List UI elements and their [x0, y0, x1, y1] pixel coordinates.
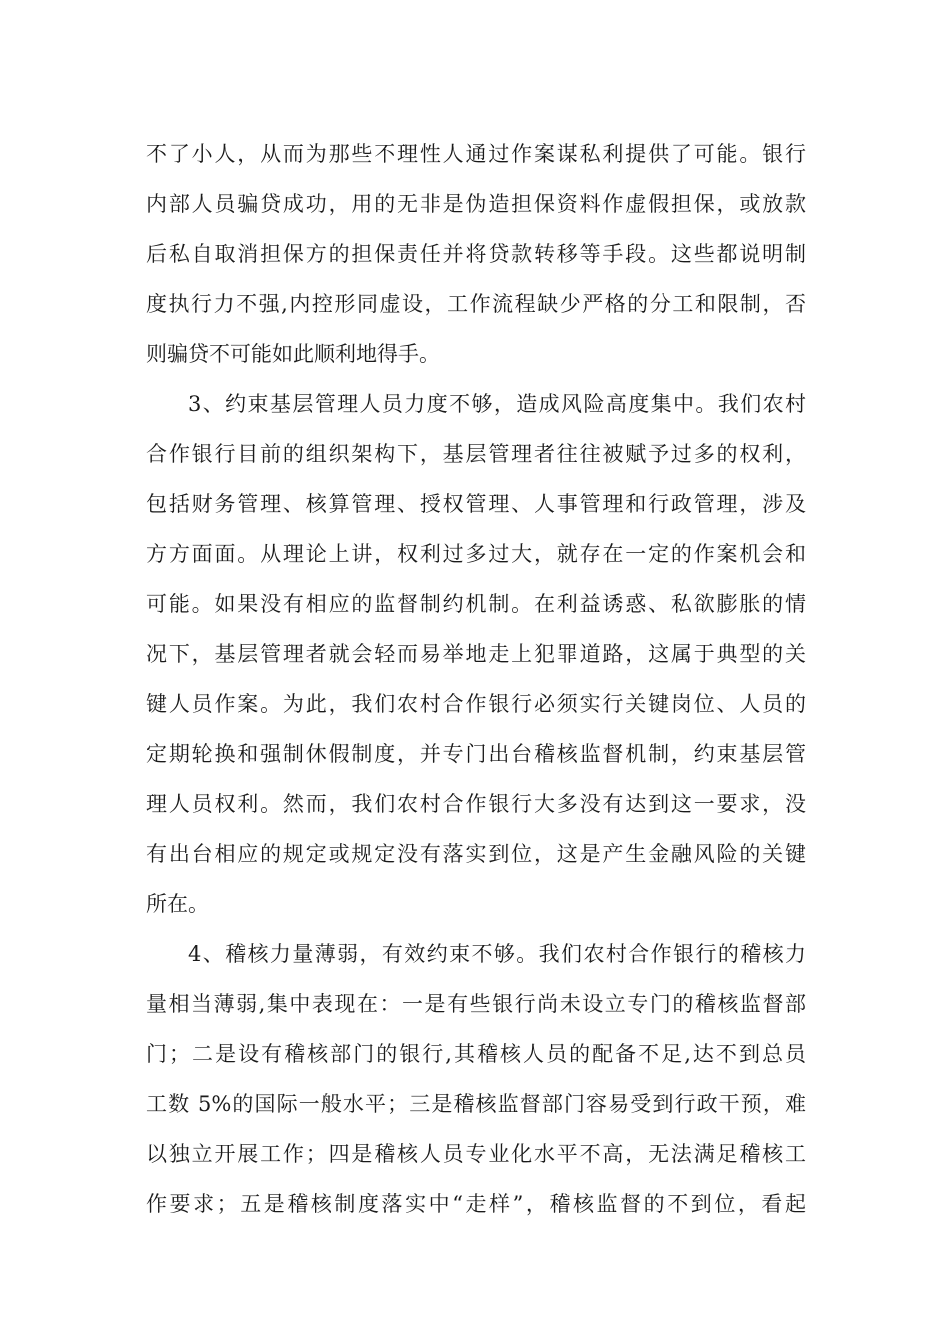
text-line: 况下，基层管理者就会轻而易举地走上犯罪道路，这属于典型的关 [146, 642, 806, 666]
text-line: 量相当薄弱,集中表现在：一是有些银行尚未设立专门的稽核监督部 [146, 992, 806, 1016]
text-line: 包括财务管理、核算管理、授权管理、人事管理和行政管理，涉及 [146, 492, 806, 516]
text-line: 作要求；五是稽核制度落实中“走样”，稽核监督的不到位，看起 [146, 1192, 806, 1216]
text-line: 内部人员骗贷成功，用的无非是伪造担保资料作虚假担保，或放款 [146, 192, 806, 216]
text-line: 所在。 [146, 892, 209, 916]
text-line: 键人员作案。为此，我们农村合作银行必须实行关键岗位、人员的 [146, 692, 806, 716]
text-line: 门；二是设有稽核部门的银行,其稽核人员的配备不足,达不到总员 [146, 1042, 806, 1066]
text-line: 合作银行目前的组织架构下，基层管理者往往被赋予过多的权利， [146, 442, 806, 466]
text-line: 定期轮换和强制休假制度，并专门出台稽核监督机制，约束基层管 [146, 742, 806, 766]
text-line: 工数 5%的国际一般水平；三是稽核监督部门容易受到行政干预，难 [146, 1092, 806, 1116]
text-line: 则骗贷不可能如此顺利地得手。 [146, 342, 440, 366]
text-line: 理人员权利。然而，我们农村合作银行大多没有达到这一要求，没 [146, 792, 806, 816]
body-text [146, 129, 806, 1229]
text-line: 可能。如果没有相应的监督制约机制。在利益诱惑、私欲膨胀的情 [146, 592, 806, 616]
text-line: 方方面面。从理论上讲，权利过多过大，就存在一定的作案机会和 [146, 542, 806, 566]
text-line: 度执行力不强,内控形同虚设，工作流程缺少严格的分工和限制，否 [146, 292, 806, 316]
text-line: 有出台相应的规定或规定没有落实到位，这是产生金融风险的关键 [146, 842, 806, 866]
text-line: 3、约束基层管理人员力度不够，造成风险高度集中。我们农村 [188, 392, 806, 416]
text-line: 以独立开展工作；四是稽核人员专业化水平不高，无法满足稽核工 [146, 1142, 806, 1166]
text-line: 不了小人，从而为那些不理性人通过作案谋私利提供了可能。银行 [146, 142, 806, 166]
text-line: 4、稽核力量薄弱，有效约束不够。我们农村合作银行的稽核力 [188, 942, 806, 966]
text-line: 后私自取消担保方的担保责任并将贷款转移等手段。这些都说明制 [146, 242, 806, 266]
